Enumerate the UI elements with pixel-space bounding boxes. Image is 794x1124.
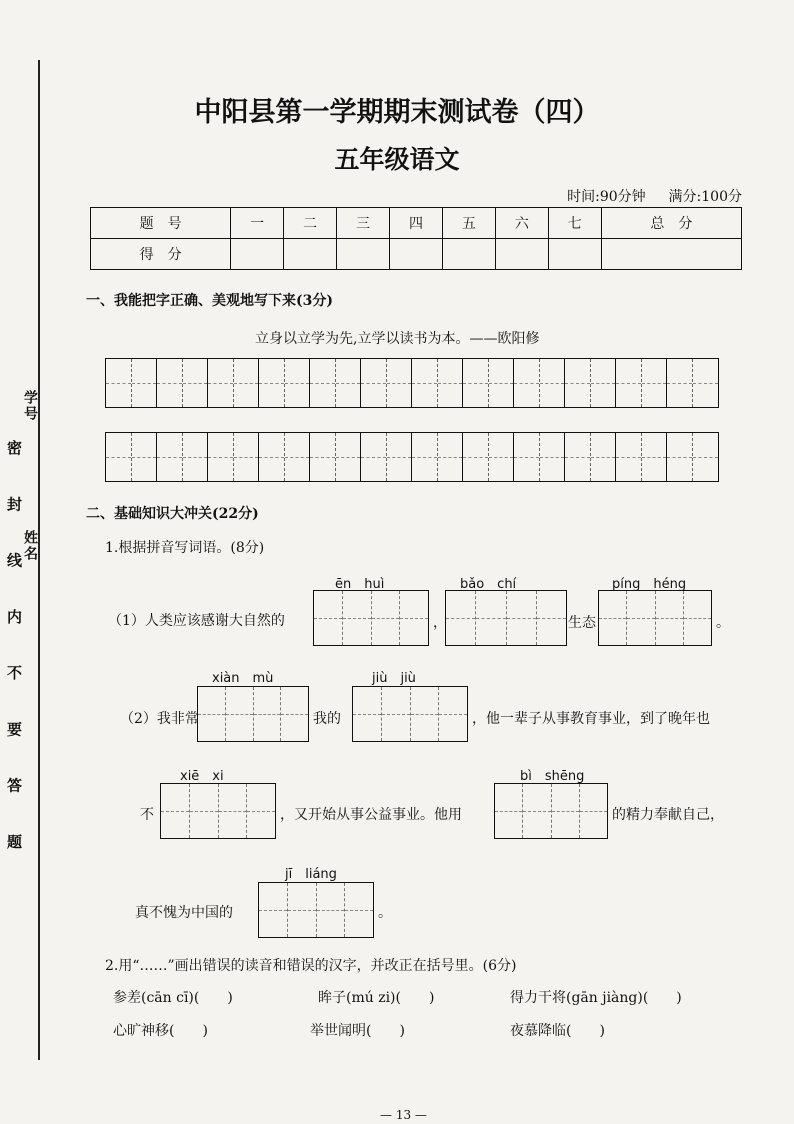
pinyin: ēn huì bbox=[335, 577, 385, 592]
exam-meta bbox=[567, 186, 742, 206]
question-text: ，他一辈子从事教育事业，到了晚年也 bbox=[472, 711, 710, 727]
section2-heading: 二、基础知识大冲关(22分) bbox=[86, 506, 259, 522]
answer-box[interactable] bbox=[445, 590, 567, 646]
correction-item: 夜慕降临( ) bbox=[510, 1023, 605, 1039]
binding-student-name: 姓名 bbox=[22, 530, 38, 562]
question-text: （1）人类应该感谢大自然的 bbox=[108, 613, 285, 629]
exam-title: 中阳县第一学期期末测试卷（四） bbox=[194, 97, 600, 128]
pinyin: jī liáng bbox=[285, 867, 337, 882]
score-input-cell[interactable] bbox=[389, 239, 442, 270]
correction-item: 心旷神移( ) bbox=[113, 1023, 208, 1039]
question-text: ，又开始从事公益事业。他用 bbox=[280, 807, 462, 823]
question-text: ， bbox=[433, 615, 447, 631]
answer-box[interactable] bbox=[197, 686, 309, 742]
score-input-cell[interactable] bbox=[337, 239, 390, 270]
score-input-cell[interactable] bbox=[231, 239, 284, 270]
writing-grid-row-1[interactable] bbox=[105, 358, 719, 408]
pinyin: jiù jiù bbox=[372, 671, 416, 686]
correction-item: 参差(cān cī)( ) bbox=[113, 990, 233, 1006]
score-row-label: 得 分 bbox=[91, 239, 231, 270]
score-header-cell: 题 号 bbox=[91, 208, 231, 239]
score-header-cell: 七 bbox=[548, 208, 601, 239]
question-text: 真不愧为中国的 bbox=[135, 905, 233, 921]
answer-box[interactable] bbox=[494, 783, 608, 839]
answer-box[interactable] bbox=[598, 590, 712, 646]
score-header-cell: 二 bbox=[284, 208, 337, 239]
score-header-cell: 四 bbox=[389, 208, 442, 239]
exam-time: 时间:90分钟 bbox=[567, 189, 646, 205]
pinyin: píng héng bbox=[612, 577, 687, 592]
question-text: 的精力奉献自己， bbox=[612, 807, 724, 823]
answer-box[interactable] bbox=[352, 686, 468, 742]
pinyin: xiē xi bbox=[180, 769, 224, 784]
writing-grid-row-2[interactable] bbox=[105, 432, 719, 482]
question-text: （2）我非常 bbox=[120, 711, 199, 727]
answer-box[interactable] bbox=[160, 783, 276, 839]
score-input-cell[interactable] bbox=[548, 239, 601, 270]
binding-student-number: 学号 bbox=[22, 390, 38, 422]
binding-notice: 密 封 线 内 不 要 答 题 bbox=[5, 440, 23, 867]
score-header-cell: 一 bbox=[231, 208, 284, 239]
section1-quote: 立身以立学为先,立学以读书为本。——欧阳修 bbox=[255, 331, 540, 347]
question-text: 不 bbox=[140, 807, 154, 823]
correction-item: 举世闻明( ) bbox=[310, 1023, 405, 1039]
score-input-cell[interactable] bbox=[284, 239, 337, 270]
exam-subtitle: 五年级语文 bbox=[334, 145, 460, 174]
score-input-cell[interactable] bbox=[442, 239, 495, 270]
score-input-cell[interactable] bbox=[495, 239, 548, 270]
question-1-prompt: 1.根据拼音写词语。(8分) bbox=[105, 540, 265, 556]
score-header-cell: 六 bbox=[495, 208, 548, 239]
score-header-cell: 三 bbox=[337, 208, 390, 239]
pinyin: bǎo chí bbox=[460, 577, 517, 592]
page-number: — 13 — bbox=[380, 1108, 427, 1122]
question-2-prompt: 2.用“……”画出错误的读音和错误的汉字，并改正在括号里。(6分) bbox=[105, 958, 517, 974]
question-text: 生态 bbox=[568, 615, 596, 631]
score-table bbox=[90, 207, 742, 270]
question-text: 我的 bbox=[313, 711, 341, 727]
score-header-cell: 五 bbox=[442, 208, 495, 239]
score-input-cell[interactable] bbox=[601, 239, 741, 270]
pinyin: xiàn mù bbox=[212, 671, 274, 686]
answer-box[interactable] bbox=[258, 882, 374, 938]
pinyin: bì shēng bbox=[520, 769, 585, 784]
question-text: 。 bbox=[716, 615, 730, 631]
answer-box[interactable] bbox=[313, 590, 429, 646]
score-header-cell: 总 分 bbox=[601, 208, 741, 239]
correction-item: 眸子(mú zi)( ) bbox=[318, 990, 435, 1006]
section1-heading: 一、我能把字正确、美观地写下来(3分) bbox=[86, 293, 333, 309]
exam-full-score: 满分:100分 bbox=[668, 189, 742, 205]
correction-item: 得力干将(gān jiàng)( ) bbox=[510, 990, 682, 1006]
question-text: 。 bbox=[378, 905, 392, 921]
